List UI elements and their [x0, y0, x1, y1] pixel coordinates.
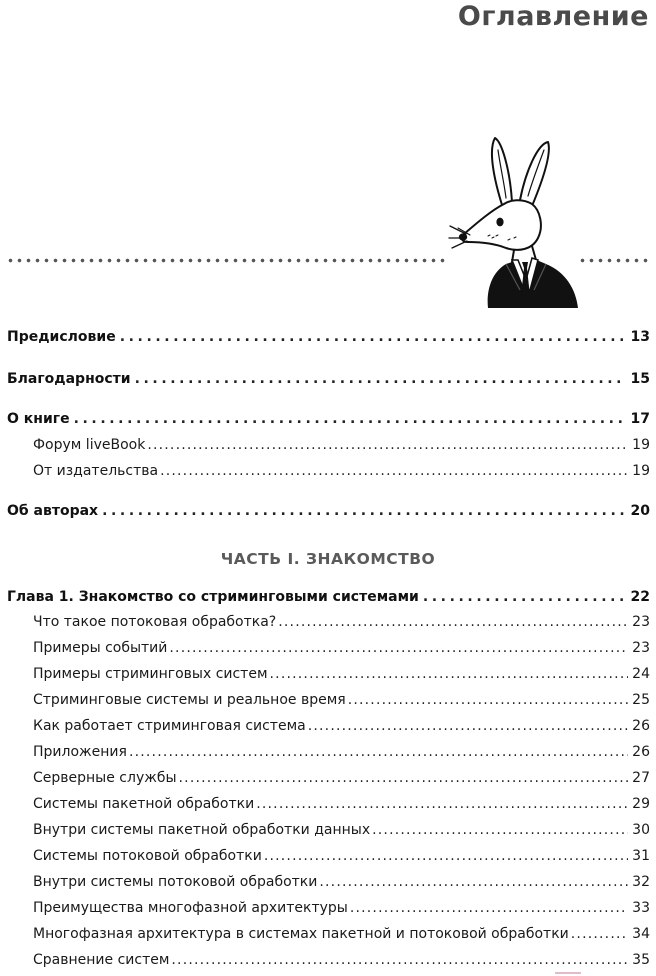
toc-section[interactable]: [33, 718, 650, 734]
leader-dots: [372, 822, 628, 838]
toc-page-number: 31: [632, 848, 650, 864]
toc-page-number: 30: [632, 822, 650, 838]
leader-dots: [169, 640, 628, 656]
toc-entry-chapter-1[interactable]: [7, 589, 650, 605]
toc-entry-label: Об авторах: [7, 503, 99, 519]
toc-page-number: 26: [632, 744, 650, 760]
toc-page-number: 26: [632, 718, 650, 734]
toc-section[interactable]: [33, 926, 650, 942]
toc-entry-about-book[interactable]: [7, 411, 650, 427]
toc-page-number: 19: [632, 463, 650, 479]
leader-dots: [264, 848, 628, 864]
toc-page-number: 29: [632, 796, 650, 812]
toc-entry-label: От издательства: [33, 463, 159, 479]
toc-entry-label: Сравнение систем: [33, 952, 170, 968]
toc-entry-label: Как работает стриминговая система: [33, 718, 306, 734]
highlight-mark: [555, 972, 581, 974]
toc-entry-label: Преимущества многофазной архитектуры: [33, 900, 348, 916]
page-title: Оглавление: [457, 1, 649, 32]
toc-page-number: 13: [630, 329, 650, 345]
toc-entry-label: Внутри системы потоковой обработки: [33, 874, 318, 890]
toc-section[interactable]: [33, 770, 650, 786]
toc-section[interactable]: [33, 874, 650, 890]
leader-dots: [129, 744, 628, 760]
leader-dots: [135, 371, 624, 387]
toc-entry-label: Внутри системы пакетной обработки данных: [33, 822, 371, 838]
leader-dots: [348, 692, 628, 708]
toc-page-number: 15: [630, 371, 650, 387]
toc-page-number: 23: [632, 640, 650, 656]
toc-page-number: 17: [630, 411, 650, 427]
toc-section[interactable]: [33, 796, 650, 812]
leader-dots: [423, 589, 624, 605]
part-heading: ЧАСТЬ I. ЗНАКОМСТВО: [220, 550, 436, 568]
toc-page-number: 27: [632, 770, 650, 786]
leader-dots: [147, 437, 628, 453]
toc-entry-label: Благодарности: [7, 371, 131, 387]
toc-entry-from-publisher[interactable]: [33, 463, 650, 479]
toc-section[interactable]: [33, 692, 650, 708]
leader-dots: [270, 666, 628, 682]
toc-section[interactable]: [33, 614, 650, 630]
toc-page-number: 22: [630, 589, 650, 605]
toc-section[interactable]: [33, 848, 650, 864]
toc-entry-label: Что такое потоковая обработка?: [33, 614, 277, 630]
toc-entry-label: Предисловие: [7, 329, 116, 345]
leader-dots: [350, 900, 628, 916]
toc-section[interactable]: [33, 952, 650, 968]
toc-section[interactable]: [33, 744, 650, 760]
toc-entry-label: Форум liveBook: [33, 437, 146, 453]
toc-entry-label: О книге: [7, 411, 70, 427]
toc-page-number: 19: [632, 437, 650, 453]
toc-section[interactable]: [33, 900, 650, 916]
leader-dots: [171, 952, 628, 968]
rabbit-mascot-icon: [448, 130, 583, 308]
toc-section[interactable]: [33, 640, 650, 656]
toc-section[interactable]: [33, 822, 650, 838]
toc-entry-about-authors[interactable]: [7, 503, 650, 519]
leader-dots: [102, 503, 624, 519]
toc-entry-label: Приложения: [33, 744, 127, 760]
leader-dots: [74, 411, 624, 427]
leader-dots: [120, 329, 624, 345]
toc-entry-label: Стриминговые системы и реальное время: [33, 692, 346, 708]
toc-page-number: 24: [632, 666, 650, 682]
toc-entry-label: Глава 1. Знакомство со стриминговыми системами: [7, 589, 419, 605]
toc-page-number: 25: [632, 692, 650, 708]
dotted-separator-left: [6, 258, 446, 263]
toc-entry-label: Примеры событий: [33, 640, 168, 656]
toc-page-number: 20: [630, 503, 650, 519]
leader-dots: [179, 770, 628, 786]
toc-page-number: 33: [632, 900, 650, 916]
toc-entry-label: Системы потоковой обработки: [33, 848, 262, 864]
leader-dots: [308, 718, 628, 734]
toc-entry-label: Системы пакетной обработки: [33, 796, 255, 812]
toc-entry-label: Многофазная архитектура в системах пакетной и потоковой обработки: [33, 926, 569, 942]
toc-entry-preface[interactable]: [7, 329, 650, 345]
toc-page-number: 34: [632, 926, 650, 942]
toc-entry-label: Серверные службы: [33, 770, 177, 786]
toc-page-number: 32: [632, 874, 650, 890]
leader-dots: [319, 874, 628, 890]
leader-dots: [278, 614, 628, 630]
leader-dots: [256, 796, 628, 812]
toc-entry-label: Примеры стриминговых систем: [33, 666, 268, 682]
toc-entry-livebook-forum[interactable]: [33, 437, 650, 453]
toc-page-number: 23: [632, 614, 650, 630]
dotted-separator-right: [578, 258, 652, 263]
toc-page-number: 35: [632, 952, 650, 968]
leader-dots: [160, 463, 628, 479]
toc-entry-acknowledgments[interactable]: [7, 371, 650, 387]
toc-section[interactable]: [33, 666, 650, 682]
leader-dots: [571, 926, 628, 942]
